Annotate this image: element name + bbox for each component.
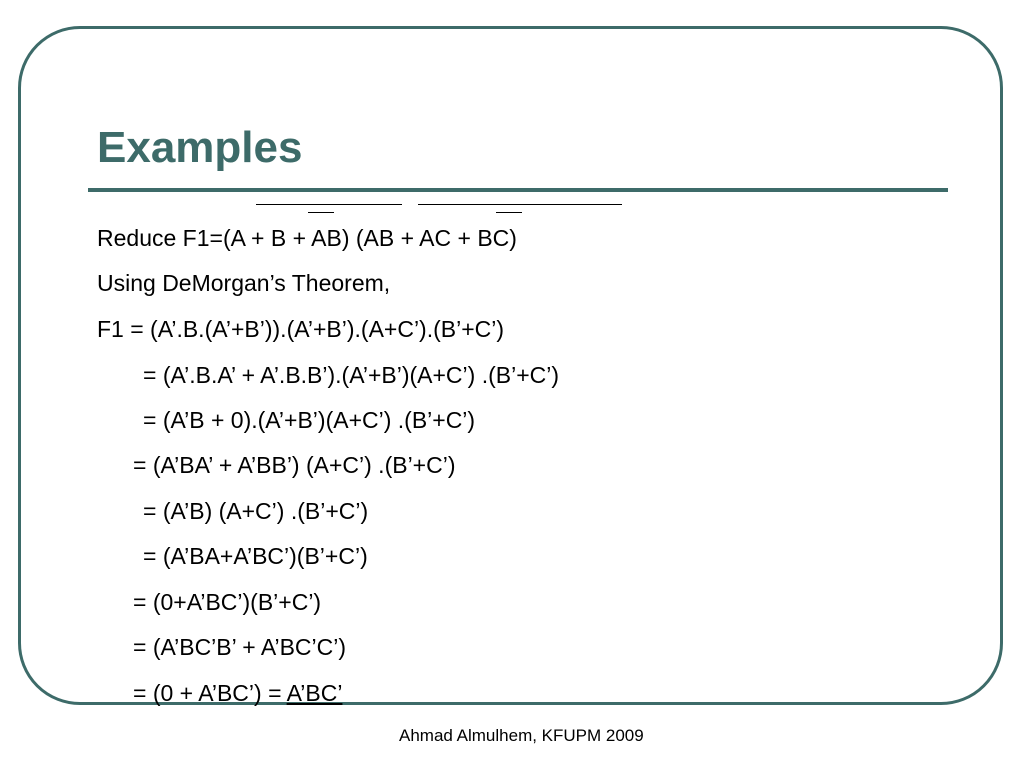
method-statement: Using DeMorgan’s Theorem, (97, 270, 391, 296)
step-line: = (A’BC’B’ + A’BC’C’) (133, 634, 347, 660)
step-line: = (0+A’BC’)(B’+C’) (133, 589, 322, 615)
problem-statement: Reduce F1=(A + B + AB) (AB + AC + BC) (97, 225, 517, 251)
step-line: F1 = (A’.B.(A’+B’)).(A’+B’).(A+C’).(B’+C’) (97, 316, 505, 342)
footer-credit: Ahmad Almulhem, KFUPM 2009 (399, 726, 644, 745)
title-divider (88, 188, 948, 192)
slide-title: Examples (97, 123, 303, 172)
overbar-first-term (256, 204, 402, 205)
step-line: = (A’B) (A+C’) .(B’+C’) (143, 498, 369, 524)
overbar-second-term (418, 204, 622, 205)
overbar-c (496, 212, 522, 213)
final-answer: A’BC’ (286, 680, 343, 706)
overbar-b (308, 212, 334, 213)
step-line: = (A’BA’ + A’BB’) (A+C’) .(B’+C’) (133, 452, 456, 478)
step-line: = (A’BA+A’BC’)(B’+C’) (143, 543, 368, 569)
step-line: = (A’B + 0).(A’+B’)(A+C’) .(B’+C’) (143, 407, 476, 433)
final-step-prefix: = (0 + A’BC’) = (133, 680, 287, 706)
final-step-line (133, 682, 342, 705)
step-line: = (A’.B.A’ + A’.B.B’).(A’+B’)(A+C’) .(B’+C’) (143, 362, 559, 388)
